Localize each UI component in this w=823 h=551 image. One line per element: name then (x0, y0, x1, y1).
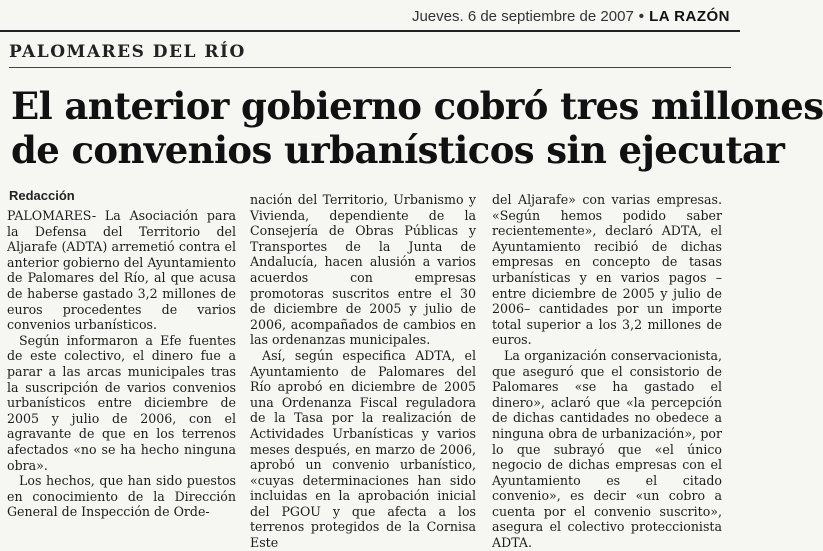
headline (11, 84, 823, 172)
paragraph: La organización conservacionista, que aseguró que el consistorio de Palomares «se ha gastado el dinero», aclaró que «la percepción de dichas cantidades no obedece a ninguna obra de urbanización», por lo que subrayó que «el único negocio de dichas empresas con el Ayuntamiento es el citado convenio», es decir «un cobro a cuenta por el convenio suscrito», asegura el colectivo proteccionista ADTA. (492, 347, 722, 551)
paragraph: Los hechos, que han sido puestos en conocimiento de la Dirección General de Inspección de Orde- (7, 473, 236, 520)
headline-line-1: El anterior gobierno cobró tres millones (11, 84, 823, 128)
page-header (0, 0, 740, 30)
paragraph: PALOMARES- La Asociación para la Defensa del Territorio del Aljarafe (ADTA) arremetió contra el anterior gobierno del Ayuntamiento de Palomares del Río, al que acusa de haberse gastado 3,2 millones de euros procedentes de varios convenios urbanísticos. (7, 208, 236, 333)
paragraph: Así, según especifica ADTA, el Ayuntamiento de Palomares del Río aprobó en diciembre de 2005 una Ordenanza Fiscal reguladora de la Tasa por la realización de Actividades Urbanísticas y varios meses después, en marzo de 2006, aprobó un convenio urbanístico, «cuyas determinaciones han sido incluidas en la aprobación inicial del PGOU y que afecta a los terrenos protegidos de la Cornisa Este (250, 347, 476, 551)
section-rule (9, 67, 731, 68)
newspaper-name: LA RAZÓN (649, 8, 730, 25)
article-column-3 (492, 192, 722, 551)
paragraph: Según informaron a Efe fuentes de este colectivo, el dinero fue a parar a las arcas municipales tras la suscripción de varios convenios urbanísticos entre diciembre de 2005 y julio de 2006, con el agravante de que en los terrenos afectados «no se ha hecho ninguna obra». (7, 332, 236, 473)
section-title: PALOMARES DEL RÍO (9, 42, 246, 62)
article-column-1 (7, 208, 236, 520)
issue-date: Jueves. 6 de septiembre de 2007 (411, 8, 634, 25)
article-column-2 (250, 192, 476, 551)
header-rule (0, 30, 740, 32)
byline: Redacción (9, 188, 75, 203)
bullet-separator: • (638, 8, 645, 25)
paragraph: nación del Territorio, Urbanismo y Vivienda, dependiente de la Consejería de Obras Públicas y Transportes de la Junta de Andalucía, hacen alusión a varios acuerdos con empresas promotoras suscritos entre el 30 de diciembre de 2005 y julio de 2006, acompañados de cambios en las ordenanzas municipales. (250, 192, 476, 348)
paragraph: del Aljarafe» con varias empresas. «Según hemos podido saber recientemente», declaró ADTA, el Ayuntamiento recibió de dichas empresas en concepto de tasas urbanísticas y en varios pagos –entre diciembre de 2005 y julio de 2006– cantidades por un importe total superior a los 3,2 millones de euros. (492, 192, 722, 348)
headline-line-2: de convenios urbanísticos sin ejecutar (11, 128, 785, 172)
dateline (412, 8, 730, 25)
